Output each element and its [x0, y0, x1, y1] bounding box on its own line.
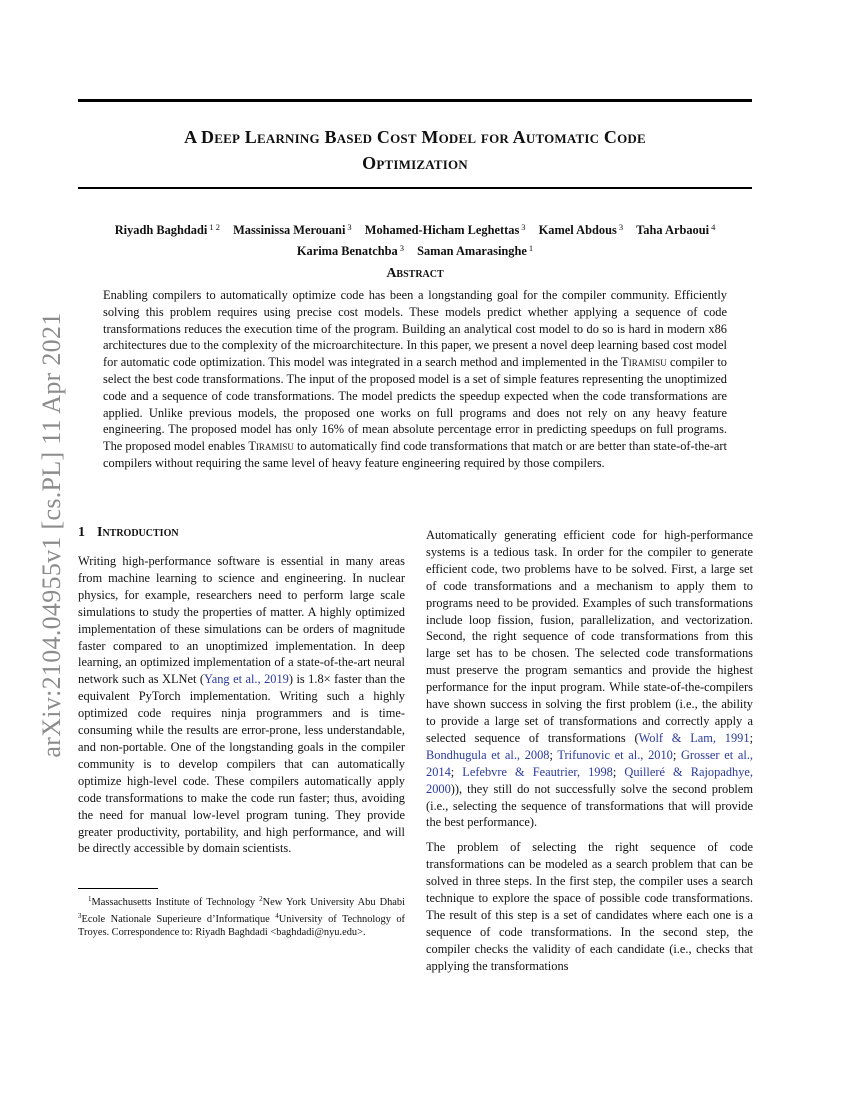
author: Karima Benatchba $^3$	[296, 243, 404, 258]
intro-paragraph-1: Writing high-performance software is essential in many areas from machine learning to science and engineering. In nuclear physics, for example, researchers need to perform large scale simulations to study the properties of matter. A highly optimized implementation of these simulations can be orders of magnitude faster compared to an unoptimized implementation. In deep learning, an optimized implementation of a state-of-the-art neural network such as XLNet (Yang et al., 2019) is 1.8× faster than the equivalent PyTorch implementation. Writing such a highly optimized code requires ninja programmers and is time-consuming while the results are error-prone, less understandable, and non-portable. One of the longstanding goals in the compiler community is to develop compilers that can automatically optimize high-level code. These compilers automatically apply code transformations to make the code run faster; thus, avoiding the need for manual low-level program tuning. They provide greater productivity, portability, and high performance, and will be directly accessible by domain scientists.	[78, 554, 406, 856]
author: Mohamed-Hicham Leghettas $^3$	[364, 222, 526, 237]
left-column	[78, 553, 405, 865]
citation-link[interactable]: Wolf & Lam, 1991	[638, 730, 750, 745]
citation-link[interactable]: Lefebvre & Feautrier, 1998	[462, 764, 613, 779]
paper-title-line1: A Deep Learning Based Cost Model for Automatic Code	[184, 127, 646, 147]
abstract-heading: Abstract	[386, 266, 444, 281]
right-column	[426, 527, 753, 983]
author: Riyadh Baghdadi $^{1 2}$	[114, 222, 220, 237]
citation-link[interactable]: Yang et al., 2019	[204, 672, 289, 687]
title-bottom-rule	[78, 187, 752, 189]
intro-paragraph-3: The problem of selecting the right sequence of code transformations can be modeled as a search problem that can be solved in three steps. In the first step, the compiler uses a search technique to explore the space of possible code transformations. The result of this step is a set of candidates where each one is a sequence of code transformations. In the second step, the compiler checks the validity of each candidate (i.e., checks that applying the transformations	[426, 840, 753, 973]
arxiv-identifier-text: arXiv:2104.04955v1 [cs.PL] 11 Apr 2021	[37, 312, 66, 758]
section-heading-introduction: 1 Introduction	[78, 525, 179, 540]
footnote-rule	[78, 888, 158, 889]
citation-link[interactable]: Bondhugula et al., 2008	[426, 747, 550, 762]
citation-link[interactable]: Grosser et al., 2014	[426, 747, 753, 779]
tiramisu-name: Tiramisu	[621, 355, 667, 370]
intro-paragraph-2: Automatically generating efficient code for high-performance systems is a tedious task. In order for the compiler to generate efficient code, two problems have to be solved. First, a large set of code transformations and a mechanism to apply them to programs need to be provided. Examples of such transformations include loop fission, fusion, parallelization, and vectorization. Second, the right sequence of code transformations from this large set has to be chosen. The selected code transformations must preserve the program semantics and provide the highest performance for the input program. While state-of-the-compilers have shown success in solving the first problem (i.e., the ability to provide a large set of transformations and correctly apply a selected sequence of transformations (Wolf & Lam, 1991; Bondhugula et al., 2008; Trifunovic et al., 2010; Grosser et al., 2014; Lefebvre & Feautrier, 1998; Quilleré & Rajopadhye, 2000)), they still do not successfully solve the second problem (i.e., selecting the sequence of transformations that will provide the best performance).	[426, 528, 754, 830]
author: Saman Amarasinghe $^1$	[417, 243, 534, 258]
author: Kamel Abdous $^3$	[538, 222, 624, 237]
citation-link[interactable]: Trifunovic et al., 2010	[557, 747, 673, 762]
author-line-1	[78, 218, 752, 239]
author: Massinissa Merouani $^3$	[233, 222, 352, 237]
abstract-body: Enabling compilers to automatically optimize code has been a longstanding goal for the compiler community. Efficiently solving this problem requires using precise cost models. These models predict whether applying a sequence of code transformations reduces the execution time of the program. Building an analytical cost model to do so is hard in modern x86 architectures due to the complexity of the microarchitecture. In this paper, we present a novel deep learning based cost model for automatic code optimization. This model was integrated in a search method and implemented in the Tiramisu compiler to select the best code transformations. The input of the proposed model is a set of simple features representing the unoptimized code and a sequence of code transformations. The model predicts the speedup expected when the code transformations are applied. Unlike previous models, the proposed one works on full programs and does not rely on any heavy feature engineering. The proposed model has only 16% of mean absolute percentage error in predicting speedups on full programs. The proposed model enables Tiramisu to automatically find code transformations that match or are better than state-of-the-art compilers without requiring the same level of heavy feature engineering required by those compilers.	[103, 288, 727, 470]
author-list	[78, 218, 752, 260]
citation-link[interactable]: Quilleré & Rajopadhye, 2000	[426, 764, 754, 796]
affiliations-footnote: $^1$Massachusetts Institute of Technology $^2$New York University Abu Dhabi $^3$Ecole Nationale Superieure d’Informatique $^4$University of Technology of Troyes. Correspondence to: Riyadh Baghdadi <baghdadi@nyu.edu>.	[78, 895, 405, 938]
author-line-2	[78, 239, 752, 260]
paper-title-line2: Optimization	[362, 153, 468, 173]
tiramisu-name: Tiramisu	[248, 439, 294, 454]
paper-title	[78, 124, 752, 176]
title-top-rule	[78, 99, 752, 102]
author: Taha Arbaoui $^4$	[636, 222, 716, 237]
